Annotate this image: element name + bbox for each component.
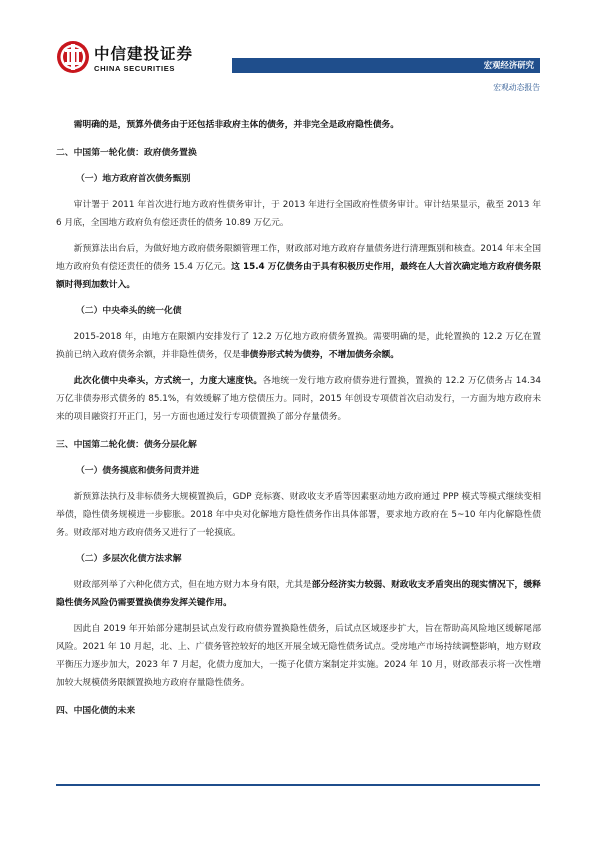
section-heading-3: 三、中国第二轮化债：债务分层化解 bbox=[56, 440, 197, 450]
paragraph-2-1-2 bbox=[56, 240, 541, 294]
paragraph-3-2-1-bold: 部分经济实力较弱、财政收支矛盾突出的现实情况下，缓释隐性债务风险仍需要置换债券发挥关键作用。 bbox=[56, 580, 541, 608]
logo-english-name: CHINA SECURITIES bbox=[94, 64, 176, 73]
paragraph-2-2-1-text: 2015-2018 年，由地方在限额内安排发行了 12.2 万亿地方政府债务置换。需要明确的是，此轮置换的 12.2 万亿在置换前已纳入政府债务余额，并非隐性债务，仅是 bbox=[56, 332, 541, 360]
logo-chinese-name: 中信建投证券 bbox=[94, 45, 194, 63]
subsection-heading-2-2: （二）中央牵头的统一化债 bbox=[76, 306, 182, 316]
report-type: 宏观动态报告 bbox=[493, 83, 540, 92]
paragraph-2-2-2-bold: 此次化债中央牵头，方式统一，力度大速度快。 bbox=[73, 376, 263, 386]
section-heading-4: 四、中国化债的未来 bbox=[56, 706, 136, 716]
citic-logo-icon bbox=[56, 40, 90, 74]
paragraph-3-2-1-text: 财政部列举了六种化债方式，但在地方财力本身有限，尤其是 bbox=[73, 580, 312, 590]
intro-paragraph bbox=[56, 116, 541, 134]
section-heading-2: 二、中国第一轮化债：政府债务置换 bbox=[56, 148, 197, 158]
header-bar bbox=[232, 58, 540, 73]
paragraph-3-1-1: 新预算法执行及非标债务大规模置换后，GDP 竞标赛、财政收支矛盾等因素驱动地方政府通过 PPP 模式等模式继续变相举债，隐性债务规模进一步膨胀。2018 年中央对化解地方隐性债务作出具体部署，要求地方政府在 5~10 年内化解隐性债务。财政部对地方政府债务又进行了一轮摸底。 bbox=[56, 492, 541, 538]
report-body bbox=[56, 116, 541, 720]
paragraph-2-2-2-text: 各地统一发行地方政府债券进行置换，置换的 12.2 万亿债务占 14.34 万亿非债券形式债务的 85.1%，有效缓解了地方偿债压力。同时，2015 年创设专项债首次启动发行，一方面为地方政府未来的项目融资打开正门，另一方面也通过发行专项债置换了部分存量债务。 bbox=[56, 376, 541, 422]
subsection-heading-3-1: （一）债务摸底和债务问责并进 bbox=[76, 466, 200, 476]
section-title: 宏观经济研究 bbox=[483, 60, 534, 70]
paragraph-2-2-2 bbox=[56, 372, 541, 426]
paragraph-2-2-1 bbox=[56, 328, 541, 364]
subsection-heading-3-2: （二）多层次化债方法求解 bbox=[76, 554, 182, 564]
paragraph-3-2-2: 因此自 2019 年开始部分建制县试点发行政府债券置换隐性债务，后试点区域逐步扩大，旨在帮助高风险地区缓解尾部风险。2021 年 10 月起，北、上、广债务管控较好的地区开展全域无隐性债务试点。受房地产市场持续调整影响，地方财政平衡压力逐步加大，2023 年 7 月起，化债力度加大，一揽子化债方案制定并实施。2024 年 10 月，财政部表示将一次性增加较大规模债务限额置换地方政府存量隐性债务。 bbox=[56, 624, 541, 688]
paragraph-2-2-1-bold: 非债券形式转为债券，不增加债务余额。 bbox=[240, 350, 400, 360]
subsection-heading-2-1: （一）地方政府首次债务甄别 bbox=[76, 174, 191, 184]
intro-bold: 需明确的是，预算外债务由于还包括非政府主体的债务，并非完全是政府隐性债务。 bbox=[73, 120, 400, 130]
footer-divider bbox=[56, 784, 540, 786]
paragraph-2-1-2-text: 新预算法出台后，为做好地方政府债务限额管理工作，财政部对地方政府存量债务进行清理甄别和核查。2014 年末全国地方政府负有偿还责任的债务 15.4 万亿元。 bbox=[56, 244, 541, 272]
paragraph-2-1-2-bold: 这 15.4 万亿债务由于具有积极历史作用，最终在人大首次确定地方政府债务限额时得到加数计入。 bbox=[56, 262, 541, 290]
company-logo bbox=[56, 40, 196, 80]
paragraph-3-2-1 bbox=[56, 576, 541, 612]
paragraph-2-1-1: 审计署于 2011 年首次进行地方政府性债务审计，于 2013 年进行全国政府性债务审计。审计结果显示，截至 2013 年 6 月底，全国地方政府负有偿还责任的债务 10.89 万亿元。 bbox=[56, 200, 541, 228]
